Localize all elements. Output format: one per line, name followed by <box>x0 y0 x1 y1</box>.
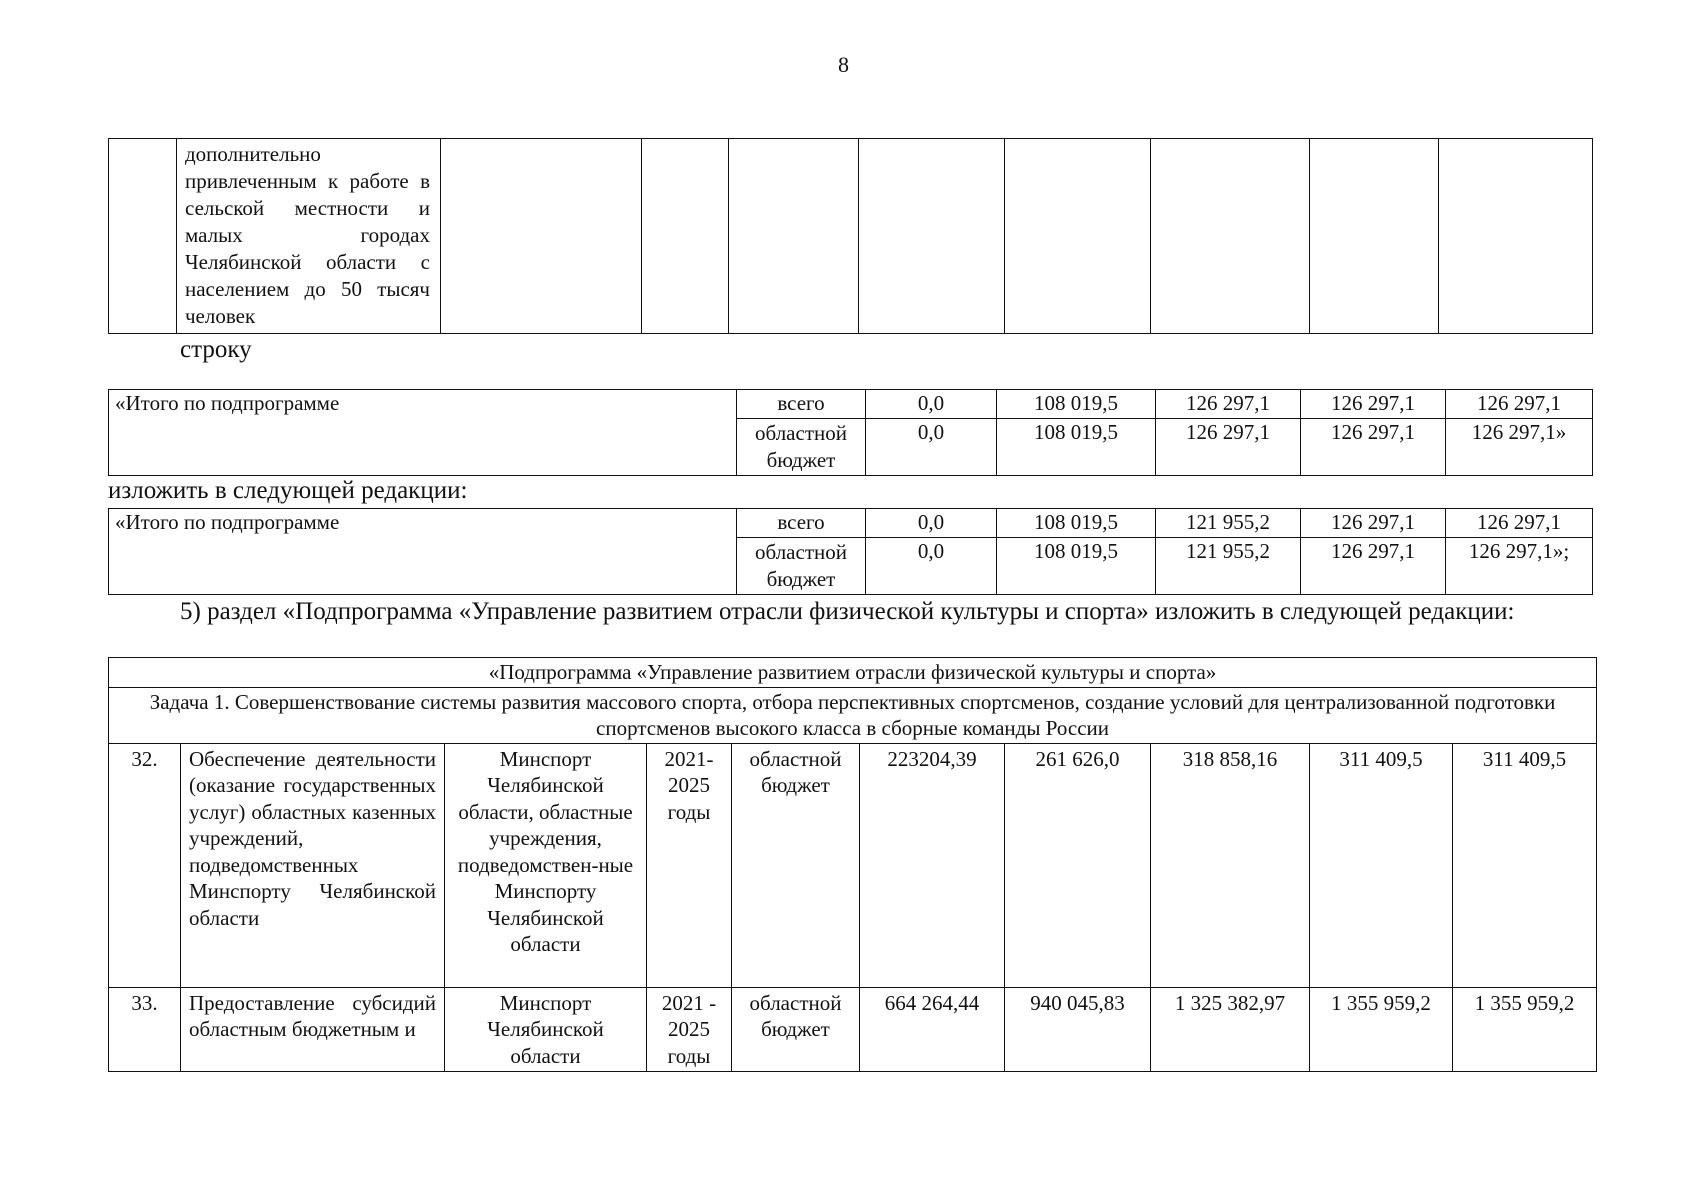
value-cell: 126 297,1»; <box>1446 538 1593 595</box>
value-cell: 108 019,5 <box>997 509 1156 538</box>
task-title: Задача 1. Совершенствование системы развития массового спорта, отбора перспективных спортсменов, создание условий для централизованной подготовки спортсменов высокого класса в сборные команды России <box>109 687 1597 743</box>
cell-empty <box>859 139 1005 334</box>
subprogram-table <box>108 657 1597 1072</box>
value-cell: 121 955,2 <box>1156 538 1301 595</box>
executor: Минспорт Челябинской области <box>445 987 647 1072</box>
cell-empty <box>1151 139 1310 334</box>
executor: Минспорт Челябинской области, областные учреждения, подведомствен-ные Минспорту Челябинской области <box>445 743 647 987</box>
value-cell: 0,0 <box>866 538 997 595</box>
row-number: 33. <box>109 987 181 1072</box>
value-cell: 940 045,83 <box>1005 987 1151 1072</box>
value-cell: 126 297,1» <box>1446 419 1593 476</box>
funding-source: областной бюджет <box>732 743 860 987</box>
period: 2021-2025 годы <box>647 743 732 987</box>
value-cell: 311 409,5 <box>1310 743 1453 987</box>
value-cell: 311 409,5 <box>1453 743 1597 987</box>
cell-empty <box>1005 139 1151 334</box>
value-cell: 223204,39 <box>860 743 1005 987</box>
cell-empty <box>729 139 859 334</box>
value-cell: 261 626,0 <box>1005 743 1151 987</box>
value-cell: 121 955,2 <box>1156 509 1301 538</box>
cell-empty <box>642 139 729 334</box>
value-cell: 126 297,1 <box>1301 509 1446 538</box>
value-cell: 0,0 <box>866 419 997 476</box>
new-total-table <box>108 508 1593 595</box>
cell-empty <box>109 139 177 334</box>
measure-name: Предоставление субсидий областным бюджетным и <box>181 987 445 1072</box>
total-label: «Итого по подпрограмме <box>109 390 737 476</box>
value-cell: 1 355 959,2 <box>1453 987 1597 1072</box>
row-number: 32. <box>109 743 181 987</box>
value-cell: 1 325 382,97 <box>1151 987 1310 1072</box>
value-cell: 0,0 <box>866 390 997 419</box>
value-cell: 318 858,16 <box>1151 743 1310 987</box>
measure-name: Обеспечение деятельности (оказание государственных услуг) областных казенных учреждений, подведомственных Минспорту Челябинской области <box>181 743 445 987</box>
measure-name: дополнительно привлеченным к работе в сельской местности и малых городах Челябинской области с населением до 50 тысяч человек <box>177 139 441 334</box>
source-cell: всего <box>737 509 866 538</box>
continuation-table <box>108 138 1593 334</box>
value-cell: 126 297,1 <box>1301 538 1446 595</box>
value-cell: 1 355 959,2 <box>1310 987 1453 1072</box>
cell-empty <box>1439 139 1593 334</box>
value-cell: 126 297,1 <box>1301 390 1446 419</box>
source-cell: областной бюджет <box>737 419 866 476</box>
old-total-table <box>108 389 1593 476</box>
subprogram-title: «Подпрограмма «Управление развитием отрасли физической культуры и спорта» <box>109 658 1597 688</box>
page-number: 8 <box>838 52 849 77</box>
period: 2021 - 2025 годы <box>647 987 732 1072</box>
value-cell: 108 019,5 <box>997 419 1156 476</box>
cell-empty <box>1310 139 1439 334</box>
value-cell: 0,0 <box>866 509 997 538</box>
value-cell: 126 297,1 <box>1446 390 1593 419</box>
cell-empty <box>441 139 642 334</box>
source-cell: областной бюджет <box>737 538 866 595</box>
value-cell: 126 297,1 <box>1156 390 1301 419</box>
value-cell: 126 297,1 <box>1156 419 1301 476</box>
value-cell: 664 264,44 <box>860 987 1005 1072</box>
value-cell: 108 019,5 <box>997 538 1156 595</box>
value-cell: 126 297,1 <box>1301 419 1446 476</box>
section-5-text: 5) раздел «Подпрограмма «Управление развитием отрасли физической культуры и спорта» изложить в следующей редакции: <box>180 598 1515 625</box>
source-cell: всего <box>737 390 866 419</box>
value-cell: 126 297,1 <box>1446 509 1593 538</box>
total-label: «Итого по подпрограмме <box>109 509 737 595</box>
funding-source: областной бюджет <box>732 987 860 1072</box>
label-stroku: строку <box>180 336 252 363</box>
label-izlozhit: изложить в следующей редакции: <box>108 477 468 504</box>
value-cell: 108 019,5 <box>997 390 1156 419</box>
